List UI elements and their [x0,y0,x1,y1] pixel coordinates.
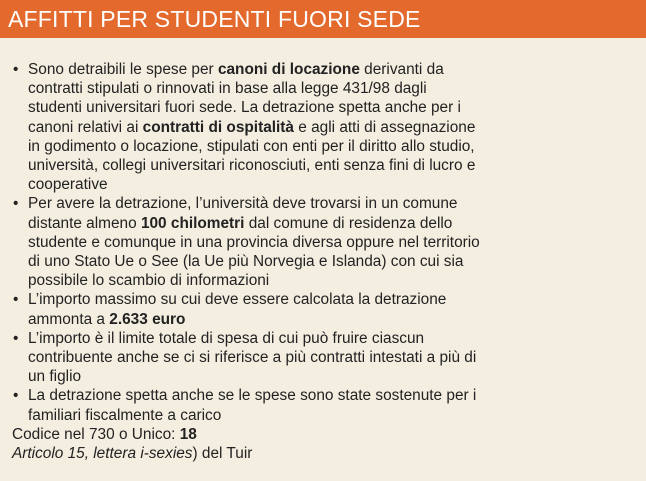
text: derivanti da contratti stipulati o rinnovati in base alla legge 431/98 dagli studenti universitari fuori sede. La detrazione spetta anche per i canoni relativi ai [28,61,461,136]
text: La detrazione spetta anche se le spese sono state sostenute per i familiari fiscalmente a carico [28,387,477,424]
bold-text: canoni di locazione [217,61,360,78]
text: Per avere la detrazione, l’università deve trovarsi in un comune distante almeno [28,195,458,232]
reference-italic: Articolo 15, lettera i-sexies [12,445,193,463]
bold-text: 2.633 euro [109,310,186,328]
bold-text: 100 chilometri [140,214,245,232]
bullet-icon: • [13,291,19,309]
bullet-list [12,60,634,425]
bullet-icon: • [13,329,19,347]
bullet-icon: • [13,195,19,213]
reference-line [12,444,634,463]
box-title: AFFITTI PER STUDENTI FUORI SEDE [8,5,421,32]
bold-text: contratti di ospitalità [142,118,294,136]
list-item [12,290,483,328]
list-item [12,386,483,424]
text: L’importo è il limite totale di spesa di cui può fruire ciascun contribuente anche se ci si riferisce a più contratti intestati a più di un figlio [28,329,477,386]
text: L’importo massimo su cui deve essere calcolata la detrazione ammonta a [28,291,447,328]
box-content [0,38,646,463]
list-item [12,60,483,194]
bullet-icon: • [13,387,19,405]
code-label: Codice nel 730 o Unico: [12,425,180,443]
code-line [12,425,634,444]
list-item [12,329,483,387]
list-item [12,194,483,290]
code-value: 18 [179,425,197,443]
reference-rest: ) del Tuir [192,445,253,463]
text: dal comune di residenza dello studente e comunque in una provincia diversa oppure nel territorio di uno Stato Ue o See (la Ue più Norvegia e Islanda) con cui sia possibile lo scambio di informazioni [28,214,480,290]
text: e agli atti di assegnazione in godimento o locazione, stipulati con enti per il diritto allo studio, università, collegi universitari riconosciuti, enti senza fini di lucro e cooperative [28,118,476,194]
box-header [0,0,646,38]
bullet-icon: • [13,61,19,78]
text: Sono detraibili le spese per [28,61,218,78]
